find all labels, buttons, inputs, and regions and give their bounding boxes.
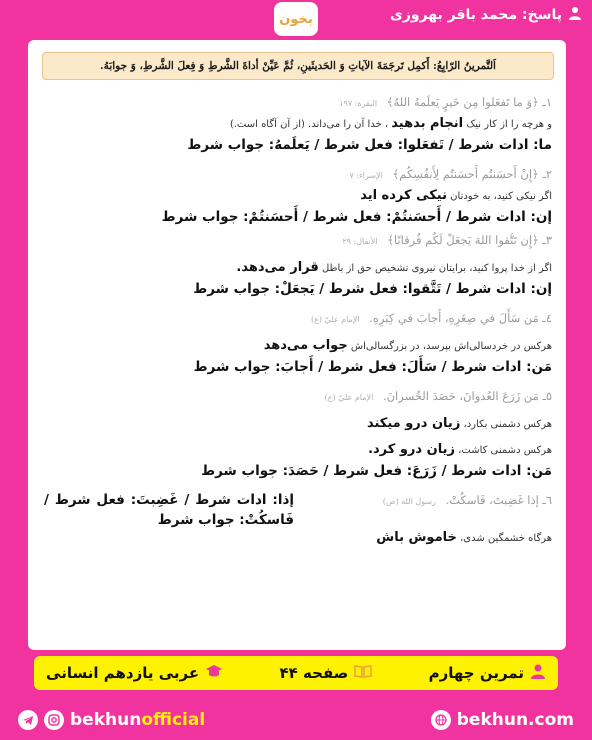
handle-part-a: bekhun [70, 710, 142, 730]
verse-text: ٣ـ ﴿إِن تَتَّقوا اللهَ يَجعَلْ لَكُم فُرقانًا﴾ [387, 233, 552, 247]
handle-text [70, 710, 205, 730]
translation-answer: جواب می‌دهد [263, 338, 348, 353]
graduation-cap-icon [205, 664, 223, 682]
translation-4 [44, 336, 552, 356]
verse-ref: الإسراء: ۷ [349, 171, 383, 180]
analysis-2: إن: ادات شرط / أَحسَنتُمْ: فعل شرط / أَحسَنتُمْ: جواب شرط [161, 209, 552, 225]
translation-answer: قرار می‌دهد. [236, 260, 319, 275]
translation-tail: ، خدا آن را می‌داند. (از آن آگاه است.) [229, 119, 389, 130]
telegram-icon[interactable] [18, 710, 38, 730]
handle-part-b: official [141, 710, 206, 730]
translation-answer: زیان درو کرد. [368, 442, 455, 457]
verse-ref: البقرة: ۱۹۷ [339, 99, 378, 108]
page-label: صفحه ۴۴ [279, 664, 349, 682]
answerer-credit [390, 6, 582, 24]
translation-2 [44, 186, 552, 206]
translation-answer: خاموش باش [376, 530, 457, 545]
analysis-4: مَن: ادات شرط / سَأَلَ: فعل شرط / أَجابَ: جواب شرط [193, 359, 552, 375]
verse-5 [44, 384, 552, 408]
content-card [28, 40, 566, 650]
verse-3 [44, 228, 552, 252]
exercise-content [44, 90, 552, 548]
social-handle[interactable] [18, 710, 205, 730]
translation-text: اگر نیکی کنید، به خودتان [450, 191, 552, 202]
top-bar [0, 0, 592, 36]
translation-3 [44, 258, 552, 278]
translation-text: و هرچه را از کار نیک [466, 119, 552, 130]
translation-1 [44, 114, 552, 134]
logo-text: بخون [279, 11, 313, 27]
page-label-item [280, 664, 373, 682]
translation-text: هرگاه خشمگین شدی، [460, 533, 552, 544]
verse-text: ٢ـ ﴿إِنْ أَحسَنتُم أَحسَنتُم لِأَنفُسِكُم﴾ [392, 167, 552, 181]
website-text: bekhun.com [456, 710, 574, 730]
verse-ref: رسول الله (ص) [382, 497, 436, 506]
translation-6 [376, 528, 552, 548]
user-icon [568, 6, 582, 24]
verse-2 [44, 162, 552, 186]
exercise-label: تمرین چهارم [428, 664, 524, 682]
translation-answer: زیان درو میکند [366, 416, 461, 431]
translation-text: هرکس در خردسالی‌اش بپرسد، در بزرگسالی‌اش [350, 341, 552, 352]
verse-text: ٦ـ إذا غَضِبتَ، فَاسكُتْ. [445, 493, 552, 507]
verse-ref: الإمام عليّ (ع) [324, 393, 374, 402]
exercise-title: اَلتَّمرينُ الرّابِعُ: أَكمِل تَرجَمَةَ الآياتِ وَ الحَديثَينِ، ثُمَّ عَيِّنْ أداةَ الشَّرطِ وَ فِعلَ الشَّرطِ، وَ جوابَهُ. [42, 52, 554, 80]
globe-icon [431, 710, 451, 730]
analysis-6: إذا: ادات شرط / غَضِبتَ: فعل شرط / فَاسكُتْ: جواب شرط [44, 492, 294, 528]
book-open-icon [354, 664, 372, 682]
book-label-item [46, 664, 223, 682]
verse-text: ٥ـ مَن زَرَعَ العُدوانَ، حَصَدَ الخُسرانَ. [382, 389, 552, 403]
bekhun-logo [274, 2, 318, 36]
analysis-1: ما: ادات شرط / تَفعَلوا: فعل شرط / يَعلَمهُ: جواب شرط [187, 137, 552, 153]
translation-5 [44, 414, 552, 434]
analysis-5: مَن: ادات شرط / زَرَعَ: فعل شرط / حَصَدَ: جواب شرط [201, 463, 552, 479]
instagram-icon[interactable] [44, 710, 64, 730]
verse-ref: الأنفال: ۲۹ [342, 237, 378, 246]
translation-text: هرکس دشمنی کاشت، [458, 445, 552, 456]
verse-ref: الإمام عليّ (ع) [310, 315, 360, 324]
verse-text: ١ـ ﴿وَ ما تَفعَلوا مِن خَيرٍ يَعلَمهُ اللهُ﴾ [386, 95, 552, 109]
verse-1 [44, 90, 552, 114]
item-6 [44, 488, 552, 548]
answerer-name: پاسخ: محمد باقر بهروزی [389, 7, 562, 23]
translation-text: اگر از خدا پروا کنید، برایتان نیروی تشخیص حق از باطل [321, 263, 552, 274]
book-label: عربی یازدهم انسانی [46, 664, 200, 682]
translation-answer: نیکی کرده اید [360, 188, 447, 203]
translation-text: هرکس دشمنی بکارد، [463, 419, 552, 430]
translation-5b [44, 440, 552, 460]
analysis-3: إن: ادات شرط / تَتَّقوا: فعل شرط / يَجعَلْ: جواب شرط [193, 281, 552, 297]
footer [0, 702, 592, 740]
verse-4 [44, 306, 552, 330]
student-icon [530, 663, 546, 683]
exercise-label-item [429, 663, 546, 683]
verse-6 [383, 488, 552, 512]
translation-answer: انجام بدهید [391, 116, 464, 131]
lesson-info-strip [34, 656, 558, 690]
verse-text: ٤ـ مَن سَأَلَ في صِغَرِهِ، أَجابَ في كِبَرِهِ. [369, 311, 552, 325]
website-link[interactable] [431, 710, 574, 730]
